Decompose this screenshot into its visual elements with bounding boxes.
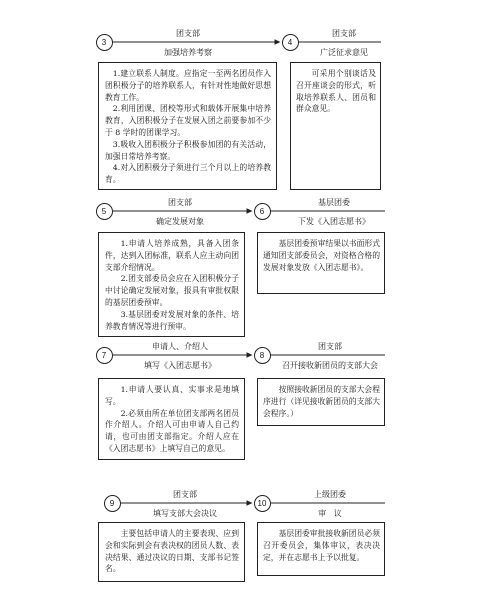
step-number: 10 bbox=[257, 498, 267, 508]
step-detail-box bbox=[290, 62, 381, 190]
step-detail-box bbox=[257, 378, 385, 426]
detail-item: 按照接收新团员的支部大会程序进行（详见接收新团员的支部大会程序。） bbox=[263, 385, 380, 418]
step-number-badge bbox=[96, 34, 113, 51]
detail-item: 3.基层团委对发展对象的条件、培养教育情况等进行预审。 bbox=[105, 309, 239, 331]
step-action-label: 确定发展对象 bbox=[156, 217, 204, 226]
step-action-label: 加强培养考察 bbox=[164, 48, 212, 57]
step-number: 5 bbox=[101, 206, 107, 216]
step-action-label: 广泛征求意见 bbox=[320, 48, 368, 57]
step-number-badge bbox=[254, 347, 271, 364]
step-number-badge bbox=[96, 203, 113, 220]
step-actor-label: 上级团委 bbox=[314, 490, 346, 499]
step-actor-label: 团支部 bbox=[176, 29, 200, 38]
arrowhead-step-5 bbox=[247, 208, 253, 213]
step-number: 3 bbox=[101, 37, 107, 47]
step-detail-box bbox=[98, 378, 245, 460]
arrowhead-step-9 bbox=[247, 500, 253, 505]
step-actor-label: 申请人、介绍人 bbox=[152, 342, 208, 351]
step-actor-label: 团支部 bbox=[332, 29, 356, 38]
step-number: 4 bbox=[287, 37, 293, 47]
step-action-label: 填写支部大会决议 bbox=[153, 509, 217, 518]
step-number-badge bbox=[104, 495, 121, 512]
step-actor-label: 基层团委 bbox=[318, 198, 350, 207]
step-action-label: 审 议 bbox=[318, 509, 342, 518]
arrowhead-step-3 bbox=[275, 39, 281, 44]
step-action-label: 下发《入团志愿书》 bbox=[298, 217, 370, 226]
detail-item: 2.利用团课、团校等形式和载体开展集中培养教育，入团积极分子在发展入团之前要参加不少于 8 学时的团课学习。 bbox=[105, 104, 271, 137]
step-number: 9 bbox=[109, 498, 115, 508]
step-number-badge bbox=[254, 203, 271, 220]
detail-item: 3.吸收入团积极分子积极参加团的有关活动，加强日常培养考察。 bbox=[105, 139, 271, 161]
step-detail-box bbox=[98, 232, 245, 337]
step-detail-box bbox=[98, 62, 277, 190]
detail-item: 4.对入团积极分子须进行三个月以上的培养教育。 bbox=[105, 163, 271, 185]
step-number: 6 bbox=[259, 206, 265, 216]
step-actor-label: 团支部 bbox=[318, 342, 342, 351]
step-action-label: 填写《入团志愿书》 bbox=[144, 361, 216, 370]
detail-item: 主要包括申请人的主要表现、应到会和实际到会有表决权的团员人数、表决结果、通过决议的日期、支部书记签名。 bbox=[105, 529, 239, 574]
detail-item: 1.申请人培养成熟，具备入团条件，达到入团标准，联系人应主动向团支部介绍情况。 bbox=[105, 239, 239, 272]
detail-item: 基层团委预审结果以书面形式通知团支部委员会，对资格合格的发展对象发放《入团志愿书》。 bbox=[263, 239, 380, 272]
detail-item: 1.建立联系人制度。应指定一至两名团员作入团积极分子的培养联系人，有针对性地做好思想教育工作。 bbox=[105, 69, 271, 102]
step-detail-box bbox=[98, 522, 245, 582]
detail-item: 2.团支部委员会应在入团积极分子中讨论确定发展对象，报具有审批权限的基层团委预审。 bbox=[105, 274, 239, 307]
arrowhead-step-7 bbox=[247, 352, 253, 357]
step-action-label: 召开接收新团员的支部大会 bbox=[282, 361, 378, 370]
detail-item: 基层团委审批接收新团员必须召开委员会，集体审议，表决决定，并在志愿书上予以批复。 bbox=[263, 529, 380, 562]
step-number: 7 bbox=[101, 350, 107, 360]
step-detail-box bbox=[257, 522, 385, 576]
step-number-badge bbox=[254, 495, 271, 512]
step-actor-label: 团支部 bbox=[168, 198, 192, 207]
detail-item: 可采用个别谈话及召开座谈会的形式，听取培养联系人、团员和群众意见。 bbox=[296, 69, 376, 114]
detail-item: 2.必须由所在单位团支部两名团员作介绍人。介绍人可由申请人自己约请，也可由团支部指定。介绍人应在《入团志愿书》上填写自己的意见。 bbox=[105, 408, 239, 453]
step-number-badge bbox=[96, 347, 113, 364]
detail-item: 1.申请人要认真、实事求是地填写。 bbox=[105, 385, 239, 406]
step-actor-label: 团支部 bbox=[173, 490, 197, 499]
step-detail-box bbox=[257, 232, 385, 294]
step-number: 8 bbox=[259, 350, 265, 360]
